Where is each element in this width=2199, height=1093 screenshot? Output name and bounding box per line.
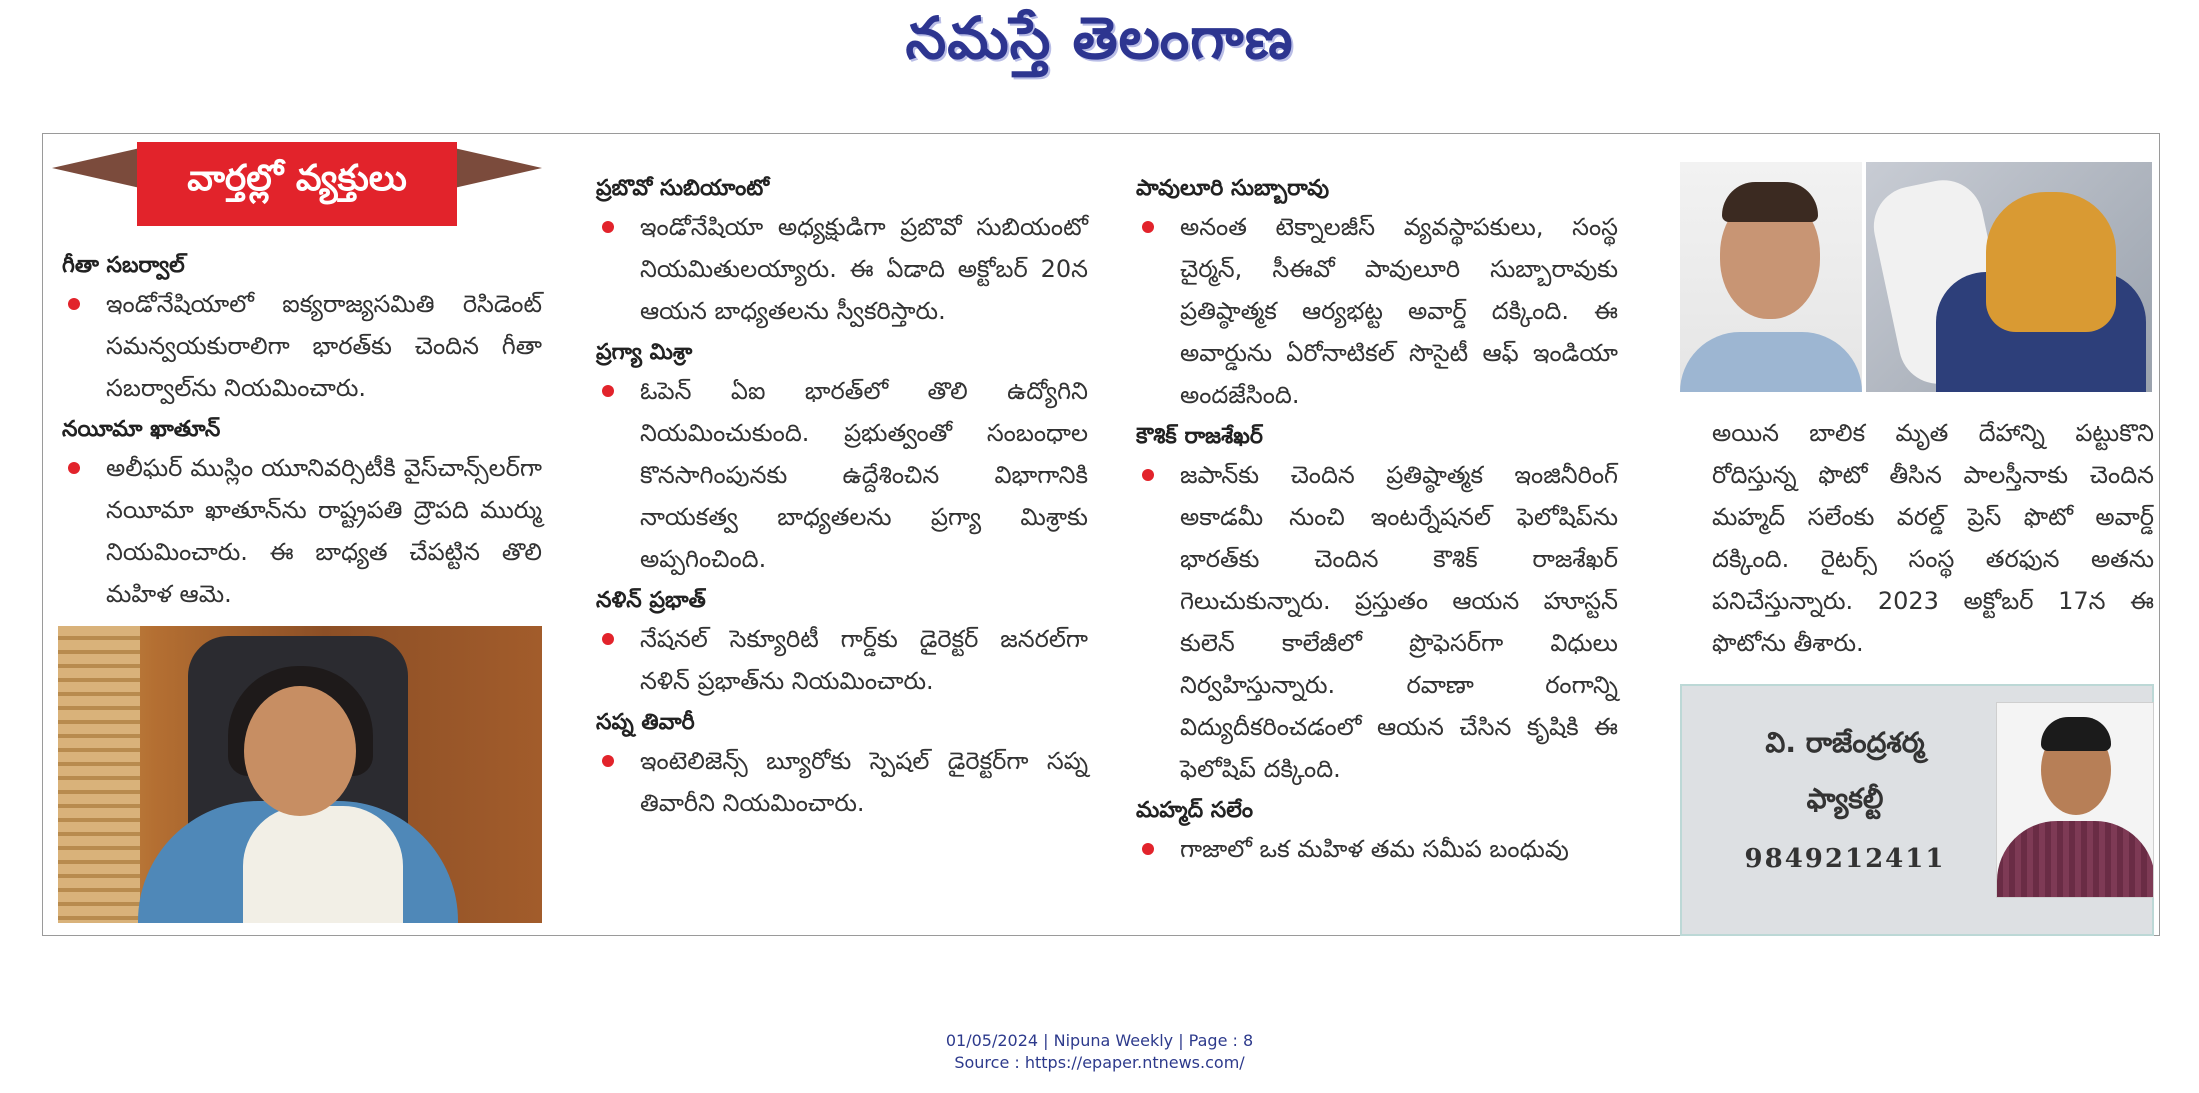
person-text: ఇండోనేషియా అధ్యక్షుడిగా ప్రబొవో సుబియంటో నియమితులయ్యారు. ఈ ఏడాది అక్టోబర్ 20న ఆయన బాధ్యతలను స్వీకరిస్తారు. [596, 206, 1088, 332]
column-2 [596, 168, 1088, 824]
figure-veil [1986, 192, 2116, 332]
author-phone: 9849212411 [1744, 844, 1946, 874]
section-banner [52, 140, 542, 230]
person-name: మహ్మద్ సలేం [1136, 798, 1253, 823]
person-name: ప్రబొవో సుబియాంటో [596, 176, 770, 201]
person-entry [1136, 794, 1618, 870]
person-text: ఇంటెలిజెన్స్ బ్యూరోకు స్పెషల్ డైరెక్టర్‌గా సప్న తివారీని నియమించారు. [596, 740, 1088, 824]
masthead [0, 0, 2199, 100]
figure-saree [243, 806, 403, 923]
person-entry [62, 413, 542, 615]
footer-source-link[interactable]: Source : https://epaper.ntnews.com/ [954, 1053, 1245, 1072]
window-blinds [58, 626, 140, 923]
person-entry [1136, 420, 1618, 790]
author-name: వి. రాజేంద్రశర్మ [1765, 726, 1925, 759]
column-3 [1136, 168, 1618, 870]
banner-label: వార్తల్లో వ్యక్తులు [137, 142, 457, 226]
figure-face [244, 686, 356, 816]
figure-hair [1722, 182, 1818, 222]
column-4 [1712, 412, 2154, 664]
column-1 [62, 245, 542, 615]
person-entry [596, 706, 1088, 824]
person-entry [596, 172, 1088, 332]
person-name: ప్రగ్యా మిశ్రా [596, 340, 693, 365]
person-text: ఓపెన్ ఏఐ భారత్‌లో తొలి ఉద్యోగిని నియమించుకుంది. ప్రభుత్వంతో సంబంధాల కొనసాగింపునకు ఉద్దేశించిన విభాగానికి నాయకత్వ బాధ్యతలను ప్రగ్యా మిశ్రాకు అప్పగించింది. [596, 370, 1088, 580]
person-entry [62, 249, 542, 409]
figure-hair [2041, 717, 2111, 751]
footer-edition-line: 01/05/2024 | Nipuna Weekly | Page : 8 [945, 1031, 1254, 1050]
author-photo [1996, 702, 2154, 898]
award-photo-gaza [1866, 162, 2152, 392]
banner-left-wing [52, 148, 140, 188]
banner-right-wing [454, 148, 542, 188]
figure-shirt [1997, 821, 2154, 898]
person-text: ఇండోనేషియాలో ఐక్యరాజ్యసమితి రెసిడెంట్ సమన్వయకురాలిగా భారత్‌కు చెందిన గీతా సబర్వాల్‌ను నియమించారు. [62, 283, 542, 409]
continued-text: అయిన బాలిక మృత దేహాన్ని పట్టుకొని రోదిస్తున్న ఫొటో తీసిన పాలస్తీనాకు చెందిన మహ్మద్ సలేంకు వరల్డ్ ప్రెస్ ఫొటో అవార్డ్ దక్కింది. రైటర్స్ సంస్థ తరఫున అతను పనిచేస్తున్నారు. 2023 అక్టోబర్ 17న ఈ ఫొటోను తీశారు. [1712, 419, 2154, 657]
person-name: పావులూరి సుబ్బారావు [1136, 176, 1330, 201]
person-text: గాజాలో ఒక మహిళ తమ సమీప బంధువు [1136, 828, 1618, 870]
person-name: కౌశిక్ రాజశేఖర్ [1136, 424, 1263, 449]
person-text: జపాన్‌కు చెందిన ప్రతిష్ఠాత్మక ఇంజినీరింగ్ అకాడమీ నుంచి ఇంటర్నేషనల్ ఫెలోషిప్‌ను భారత్‌కు చెందిన కౌశిక్ రాజశేఖర్ గెలుచుకున్నారు. ప్రస్తుతం ఆయన హూస్టన్ కులెన్ కాలేజీలో ప్రొఫెసర్‌గా విధులు నిర్వహిస్తున్నారు. రవాణా రంగాన్ని విద్యుదీకరించడంలో ఆయన చేసిన కృషికి ఈ ఫెలోషిప్ దక్కింది. [1136, 454, 1618, 790]
page-footer [0, 1030, 2199, 1074]
person-name: గీతా సబర్వాల్ [62, 253, 185, 278]
masthead-title: నమస్తే తెలంగాణ [905, 4, 1294, 72]
person-entry [1136, 172, 1618, 416]
person-name: నయీమా ఖాతూన్ [62, 417, 221, 442]
person-entry [596, 584, 1088, 702]
portrait-photo-geeta [58, 626, 542, 923]
person-text: అనంత టెక్నాలజీస్ వ్యవస్థాపకులు, సంస్థ చైర్మన్, సీఈవో పావులూరి సుబ్బారావుకు ప్రతిష్ఠాత్మక ఆర్యభట్ట అవార్డ్ దక్కింది. ఈ అవార్డును ఏరోనాటికల్ సొసైటీ ఆఫ్ ఇండియా అందజేసింది. [1136, 206, 1618, 416]
portrait-photo-salem [1680, 162, 1862, 392]
person-text: అలీఘర్ ముస్లిం యూనివర్సిటీకి వైస్‌చాన్స్‌లర్‌గా నయీమా ఖాతూన్‌ను రాష్ట్రపతి ద్రౌపది ముర్ము నియమించారు. ఈ బాధ్యత చేపట్టిన తొలి మహిళ ఆమె. [62, 447, 542, 615]
author-role: ఫ్యాకల్టీ [1806, 782, 1884, 815]
figure-shirt [1680, 332, 1862, 392]
person-entry [596, 336, 1088, 580]
person-name: నళిన్ ప్రభాత్ [596, 588, 706, 613]
person-text: నేషనల్ సెక్యూరిటీ గార్డ్‌కు డైరెక్టర్ జనరల్‌గా నళిన్ ప్రభాత్‌ను నియమించారు. [596, 618, 1088, 702]
person-name: సప్న తివారీ [596, 710, 695, 735]
